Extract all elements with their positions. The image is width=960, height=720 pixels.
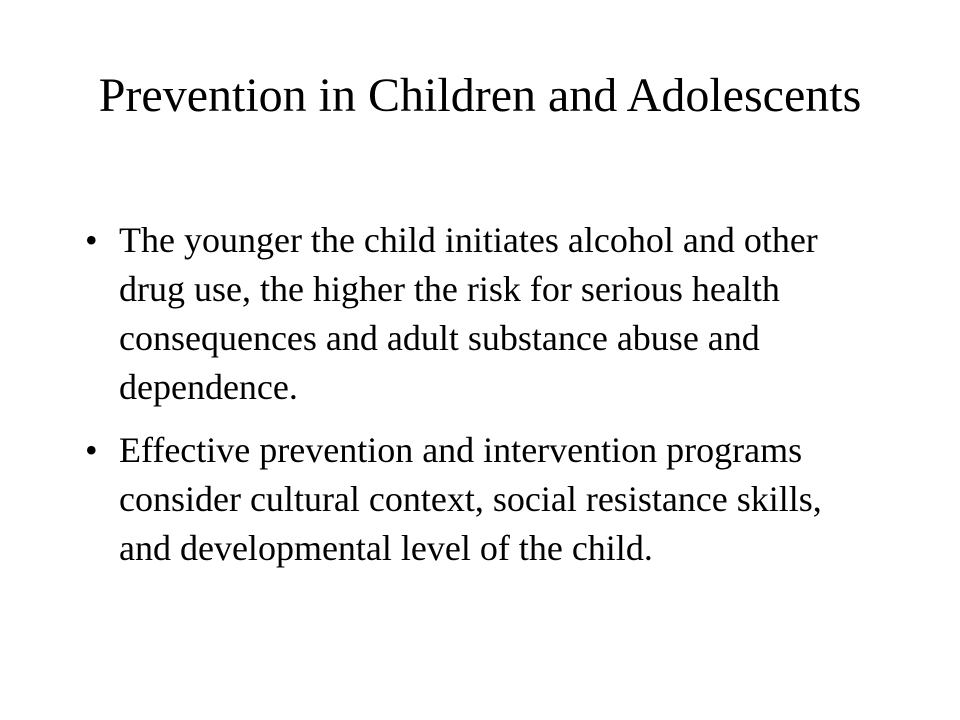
bullet-dot-icon: • [85,220,98,260]
bullet-dot-icon: • [85,430,98,470]
bullet-item [80,426,880,573]
slide-title: Prevention in Children and Adolescents [98,69,862,122]
bullet-text: The younger the child initiates alcohol and other drug use, the higher the risk for serious health consequences and adult substance abuse and dependence. [119,220,818,407]
bullet-text: Effective prevention and intervention programs consider cultural context, social resistance skills, and developmental level of the child. [119,430,822,568]
bullet-list [80,216,880,587]
bullet-item [80,216,880,412]
